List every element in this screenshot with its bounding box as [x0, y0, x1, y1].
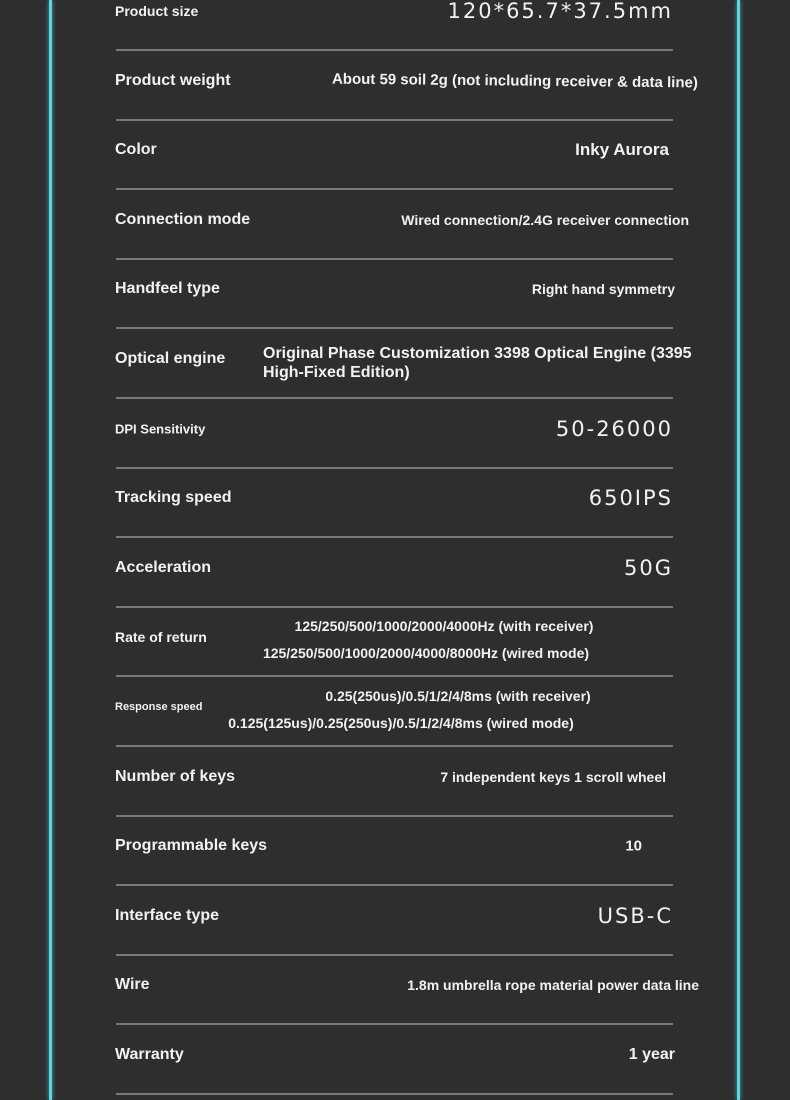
spec-label: Warranty: [115, 1046, 184, 1063]
spec-value-line: 0.125(125us)/0.25(250us)/0.5/1/2/4/8ms (wired mode): [228, 715, 574, 731]
spec-label: Tracking speed: [115, 489, 232, 507]
row-divider: [116, 258, 673, 260]
row-divider: [116, 1093, 673, 1095]
spec-label: Product weight: [115, 71, 231, 89]
spec-value: USB-C: [597, 903, 673, 928]
spec-label: Wire: [115, 976, 150, 994]
spec-value: Right hand symmetry: [531, 281, 675, 298]
row-divider: [116, 467, 673, 469]
spec-label: Color: [115, 141, 157, 159]
row-divider: [116, 397, 673, 399]
spec-label: DPI Sensitivity: [115, 421, 206, 437]
spec-label: Interface type: [115, 906, 220, 924]
row-divider: [116, 536, 673, 538]
spec-value: Original Phase Customization 3398 Optical Engine (3395 High-Fixed Edition): [263, 345, 692, 381]
spec-value-line: 125/250/500/1000/2000/4000Hz (with receiver): [294, 618, 594, 635]
row-divider: [116, 49, 673, 51]
spec-value: About 59 soil 2g (not including receiver & data line): [331, 70, 698, 92]
row-divider: [116, 606, 673, 608]
spec-value: 50G: [624, 555, 673, 580]
spec-value: 1.8m umbrella rope material power data line: [407, 977, 699, 994]
spec-value: Wired connection/2.4G receiver connection: [401, 211, 689, 228]
row-divider: [116, 327, 673, 329]
row-divider: [116, 815, 673, 817]
spec-value: Inky Aurora: [575, 140, 669, 160]
row-divider: [116, 188, 673, 190]
spec-label: Optical engine: [115, 350, 226, 367]
row-divider: [116, 954, 673, 956]
spec-value: 120*65.7*37.5mm: [447, 0, 673, 23]
spec-value-line: 125/250/500/1000/2000/4000/8000Hz (wired mode): [262, 645, 590, 662]
spec-value: 10: [625, 837, 642, 855]
spec-label: Acceleration: [115, 558, 212, 576]
spec-label: Response speed: [115, 701, 203, 713]
row-divider: [116, 1023, 673, 1025]
spec-label: Rate of return: [115, 629, 207, 646]
row-divider: [116, 884, 673, 886]
spec-label: Connection mode: [115, 210, 251, 228]
row-divider: [116, 119, 673, 121]
spec-value: 1 year: [628, 1046, 675, 1063]
spec-label: Handfeel type: [115, 280, 220, 298]
row-divider: [116, 675, 673, 677]
right-border: [737, 0, 740, 1100]
spec-label: Programmable keys: [115, 837, 268, 855]
spec-value-line: 0.25(250us)/0.5/1/2/4/8ms (with receiver): [325, 688, 591, 704]
spec-value: 50-26000: [555, 416, 673, 441]
left-border: [49, 0, 52, 1100]
spec-value: 650IPS: [588, 486, 673, 511]
row-divider: [116, 745, 673, 747]
spec-label: Product size: [115, 3, 199, 19]
spec-label: Number of keys: [115, 767, 236, 785]
spec-value: 7 independent keys 1 scroll wheel: [440, 768, 666, 785]
